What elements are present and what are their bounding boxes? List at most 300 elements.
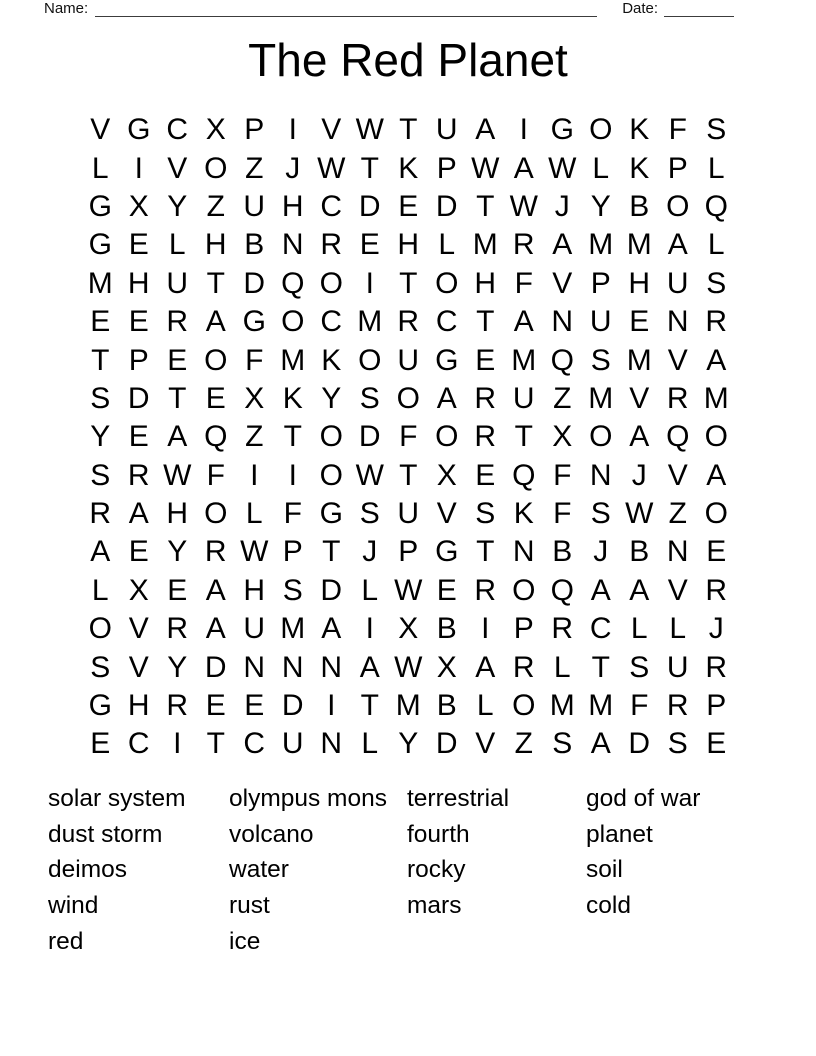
word-list-item: rust (229, 892, 270, 920)
word-list-item: dust storm (48, 820, 163, 848)
grid-letter: X (128, 573, 149, 607)
word-list-item: rocky (407, 856, 466, 884)
grid-letter: R (705, 650, 728, 684)
grid-letter: T (206, 266, 225, 300)
grid-letter: W (394, 573, 423, 607)
grid-letter: E (128, 228, 149, 262)
grid-letter: K (629, 151, 650, 185)
grid-letter: R (666, 689, 689, 723)
grid-letter: N (512, 535, 535, 569)
grid-letter: L (438, 228, 456, 262)
grid-letter: J (708, 612, 724, 646)
grid-letter: H (628, 266, 651, 300)
word-list-item: ice (229, 927, 261, 955)
grid-letter: J (593, 535, 609, 569)
grid-letter: A (359, 650, 380, 684)
grid-letter: D (204, 650, 227, 684)
grid-letter: M (280, 343, 306, 377)
grid-letter: Z (668, 497, 687, 531)
grid-letter: O (88, 612, 112, 646)
grid-letter: E (706, 535, 727, 569)
grid-letter: Q (204, 420, 228, 454)
grid-letter: X (205, 113, 226, 147)
grid-letter: U (166, 266, 189, 300)
grid-letter: O (589, 420, 613, 454)
grid-letter: L (361, 727, 379, 761)
grid-letter: F (630, 689, 649, 723)
grid-letter: M (588, 228, 614, 262)
grid-letter: J (631, 458, 647, 492)
grid-letter: P (436, 151, 457, 185)
word-list-item: olympus mons (229, 785, 387, 812)
grid-letter: T (206, 727, 225, 761)
word-list-item: planet (586, 820, 653, 848)
grid-letter: K (282, 381, 303, 415)
grid-letter: A (667, 228, 688, 262)
grid-letter: S (282, 573, 303, 607)
word-list-column (586, 781, 700, 924)
grid-letter: F (245, 343, 264, 377)
grid-letter: M (395, 689, 421, 723)
grid-letter: K (513, 497, 534, 531)
grid-letter: A (167, 420, 188, 454)
grid-letter: U (666, 266, 689, 300)
grid-letter: E (475, 343, 496, 377)
grid-letter: W (355, 113, 384, 147)
grid-letter: Y (90, 420, 111, 454)
grid-letter: Z (553, 381, 572, 415)
grid-letter: S (90, 650, 111, 684)
grid-letter: F (283, 497, 302, 531)
grid-letter: G (242, 305, 266, 339)
grid-letter: A (475, 113, 496, 147)
grid-letter: E (244, 689, 265, 723)
grid-letter: S (552, 727, 573, 761)
grid-letter: P (590, 266, 611, 300)
grid-letter: I (288, 458, 297, 492)
grid-letter: B (436, 689, 457, 723)
grid-letter: A (90, 535, 111, 569)
grid-letter: W (548, 151, 577, 185)
grid-letter: E (475, 458, 496, 492)
word-list-column (48, 781, 186, 960)
grid-letter: Y (398, 727, 419, 761)
grid-letter: R (89, 497, 112, 531)
grid-letter: T (360, 151, 379, 185)
grid-letter: S (359, 497, 380, 531)
grid-letter: U (243, 612, 266, 646)
grid-letter: V (667, 343, 688, 377)
grid-letter: D (281, 689, 304, 723)
grid-letter: H (166, 497, 189, 531)
grid-letter: K (629, 113, 650, 147)
grid-letter: V (90, 113, 111, 147)
grid-letter: A (205, 305, 226, 339)
grid-letter: D (358, 189, 381, 223)
grid-letter: R (166, 689, 189, 723)
grid-letter: A (475, 650, 496, 684)
grid-letter: L (592, 151, 610, 185)
grid-letter: C (243, 727, 266, 761)
grid-letter: R (474, 573, 497, 607)
grid-letter: C (589, 612, 612, 646)
grid-letter: R (512, 650, 535, 684)
grid-letter: V (167, 151, 188, 185)
grid-letter: A (590, 727, 611, 761)
grid-letter: O (512, 689, 536, 723)
grid-letter: I (519, 113, 528, 147)
grid-letter: R (705, 305, 728, 339)
grid-letter: N (320, 727, 343, 761)
grid-letter: A (321, 612, 342, 646)
grid-letter: G (435, 343, 459, 377)
grid-letter: O (704, 420, 728, 454)
grid-letter: X (436, 650, 457, 684)
grid-letter: E (128, 305, 149, 339)
grid-letter: Q (704, 189, 728, 223)
puzzle-title: The Red Planet (248, 34, 568, 86)
grid-letter: O (319, 266, 343, 300)
grid-letter: V (321, 113, 342, 147)
grid-letter: Y (167, 535, 188, 569)
grid-letter: Y (321, 381, 342, 415)
grid-letter: S (629, 650, 650, 684)
word-list-column (407, 781, 509, 924)
grid-letter: Y (167, 189, 188, 223)
grid-letter: T (399, 266, 418, 300)
grid-letter: X (244, 381, 265, 415)
grid-letter: V (475, 727, 496, 761)
grid-letter: A (205, 612, 226, 646)
grid-letter: Z (514, 727, 533, 761)
grid-letter: O (319, 458, 343, 492)
grid-letter: U (435, 113, 458, 147)
grid-letter: L (91, 573, 109, 607)
grid-letter: N (281, 228, 304, 262)
grid-letter: M (87, 266, 113, 300)
grid-letter: T (168, 381, 187, 415)
grid-letter: O (319, 420, 343, 454)
grid-letter: L (630, 612, 648, 646)
grid-letter: E (205, 689, 226, 723)
grid-letter: P (513, 612, 534, 646)
grid-letter: O (512, 573, 536, 607)
grid-letter: G (435, 535, 459, 569)
header (44, 0, 744, 17)
grid-letter: G (550, 113, 574, 147)
grid-letter: M (357, 305, 383, 339)
grid-letter: Q (550, 573, 574, 607)
grid-letter: S (706, 266, 727, 300)
word-list-item: water (229, 856, 289, 884)
grid-letter: B (244, 228, 265, 262)
word-list-item: fourth (407, 820, 470, 848)
word-list (48, 781, 788, 966)
grid-letter: O (204, 151, 228, 185)
grid-letter: B (436, 612, 457, 646)
grid-letter: G (88, 228, 112, 262)
grid-letter: T (322, 535, 341, 569)
grid-letter: A (706, 343, 727, 377)
grid-letter: W (317, 151, 346, 185)
grid-letter: D (435, 189, 458, 223)
grid-letter: U (666, 650, 689, 684)
grid-letter: T (476, 305, 495, 339)
grid-letter: R (705, 573, 728, 607)
grid-letter: I (288, 113, 297, 147)
grid-letter: O (435, 266, 459, 300)
grid-letter: S (359, 381, 380, 415)
word-list-item: volcano (229, 820, 314, 848)
grid-letter: O (358, 343, 382, 377)
word-list-item: deimos (48, 856, 127, 884)
grid-letter: A (629, 573, 650, 607)
grid-letter: U (397, 497, 420, 531)
grid-letter: F (206, 458, 225, 492)
grid-letter: V (552, 266, 573, 300)
grid-letter: O (204, 497, 228, 531)
grid-letter: X (398, 612, 419, 646)
grid-letter: I (173, 727, 182, 761)
grid-letter: L (669, 612, 687, 646)
grid-letter: R (666, 381, 689, 415)
grid-letter: R (127, 458, 150, 492)
grid-letter: O (435, 420, 459, 454)
grid-letter: N (320, 650, 343, 684)
word-list-item: soil (586, 856, 623, 884)
grid-letter: E (167, 343, 188, 377)
grid-letter: N (666, 305, 689, 339)
grid-letter: G (88, 189, 112, 223)
grid-letter: T (591, 650, 610, 684)
grid-letter: W (355, 458, 384, 492)
grid-letter: X (552, 420, 573, 454)
grid-letter: N (243, 650, 266, 684)
grid-letter: P (128, 343, 149, 377)
grid-letter: J (554, 189, 570, 223)
grid-letter: B (552, 535, 573, 569)
grid-letter: H (127, 266, 150, 300)
grid-letter: J (285, 151, 301, 185)
word-list-item: god of war (586, 785, 701, 812)
grid-letter: M (703, 381, 729, 415)
grid-letter: X (436, 458, 457, 492)
grid-letter: I (365, 612, 374, 646)
grid-letter: T (476, 189, 495, 223)
grid-letter: H (204, 228, 227, 262)
grid-letter: D (628, 727, 651, 761)
grid-letter: A (590, 573, 611, 607)
grid-letter: L (707, 228, 725, 262)
grid-letter: S (706, 113, 727, 147)
grid-letter: Q (281, 266, 305, 300)
grid-letter: I (481, 612, 490, 646)
grid-letter: F (514, 266, 533, 300)
grid-letter: P (667, 151, 688, 185)
grid-letter: E (90, 305, 111, 339)
grid-letter: X (128, 189, 149, 223)
grid-letter: D (127, 381, 150, 415)
grid-letter: T (399, 458, 418, 492)
grid-letter: U (589, 305, 612, 339)
grid-letter: F (399, 420, 418, 454)
grid-letter: J (362, 535, 378, 569)
grid-letter: H (127, 689, 150, 723)
grid-letter: D (320, 573, 343, 607)
grid-letter: N (281, 650, 304, 684)
grid-letter: S (475, 497, 496, 531)
grid-letter: E (128, 420, 149, 454)
grid-letter: C (127, 727, 150, 761)
grid-letter: R (204, 535, 227, 569)
grid-letter: V (667, 458, 688, 492)
grid-letter: V (667, 573, 688, 607)
grid-letter: G (319, 497, 343, 531)
grid-letter: M (511, 343, 537, 377)
grid-letter: W (625, 497, 654, 531)
grid-letter: Z (206, 189, 225, 223)
grid-letter: L (361, 573, 379, 607)
name-label: Name: (44, 0, 89, 17)
grid-letter: P (244, 113, 265, 147)
grid-letter: A (552, 228, 573, 262)
grid-letter: G (88, 689, 112, 723)
grid-letter: U (512, 381, 535, 415)
grid-letter: R (166, 612, 189, 646)
grid-letter: L (168, 228, 186, 262)
grid-letter: U (397, 343, 420, 377)
grid-letter: L (553, 650, 571, 684)
grid-letter: C (320, 305, 343, 339)
grid-letter: W (240, 535, 269, 569)
grid-letter: R (512, 228, 535, 262)
grid-letter: Y (167, 650, 188, 684)
grid-letter: F (553, 458, 572, 492)
grid-letter: T (283, 420, 302, 454)
grid-letter: P (282, 535, 303, 569)
grid-letter: E (629, 305, 650, 339)
grid-letter: A (629, 420, 650, 454)
grid-letter: E (436, 573, 457, 607)
grid-letter: H (281, 189, 304, 223)
grid-letter: E (167, 573, 188, 607)
grid-letter: A (205, 573, 226, 607)
grid-letter: I (365, 266, 374, 300)
grid-letter: R (320, 228, 343, 262)
grid-letter: L (245, 497, 263, 531)
grid-letter: D (435, 727, 458, 761)
grid-letter: A (128, 497, 149, 531)
grid-letter: M (472, 228, 498, 262)
grid-letter: E (128, 535, 149, 569)
word-list-item: terrestrial (407, 785, 510, 812)
grid-letter: P (706, 689, 727, 723)
grid-letter: E (706, 727, 727, 761)
grid-letter: T (399, 113, 418, 147)
grid-letter: I (134, 151, 143, 185)
grid-letter: W (394, 650, 423, 684)
grid-letter: E (398, 189, 419, 223)
date-fill-line (664, 2, 734, 17)
grid-letter: A (436, 381, 457, 415)
grid-letter: H (243, 573, 266, 607)
grid-letter: R (166, 305, 189, 339)
grid-letter: R (474, 420, 497, 454)
grid-letter: H (397, 228, 420, 262)
grid-letter: W (471, 151, 500, 185)
grid-letter: I (250, 458, 259, 492)
grid-letter: V (128, 612, 149, 646)
grid-letter: A (706, 458, 727, 492)
grid-letter: S (667, 727, 688, 761)
grid-letter: O (281, 305, 305, 339)
grid-letter: C (435, 305, 458, 339)
grid-letter: O (666, 189, 690, 223)
grid-letter: I (327, 689, 336, 723)
grid-letter: W (163, 458, 192, 492)
grid-letter: T (360, 689, 379, 723)
grid-letter: P (398, 535, 419, 569)
grid-letter: L (91, 151, 109, 185)
word-list-column (229, 781, 387, 960)
grid-letter: W (509, 189, 538, 223)
grid-letter: R (397, 305, 420, 339)
grid-letter: Z (245, 420, 264, 454)
word-list-item: solar system (48, 785, 186, 812)
grid-letter: F (668, 113, 687, 147)
grid-letter: D (243, 266, 266, 300)
grid-letter: N (551, 305, 574, 339)
grid-letter: G (127, 113, 151, 147)
grid-letter: Z (245, 151, 264, 185)
grid-letter: V (629, 381, 650, 415)
grid-letter: S (90, 458, 111, 492)
grid-letter: V (128, 650, 149, 684)
grid-letter: B (629, 189, 650, 223)
grid-letter: Q (666, 420, 690, 454)
grid-letter: N (589, 458, 612, 492)
grid-letter: O (589, 113, 613, 147)
grid-letter: A (513, 151, 534, 185)
grid-letter: C (166, 113, 189, 147)
grid-letter: N (666, 535, 689, 569)
grid-letter: S (590, 497, 611, 531)
grid-letter: Y (590, 189, 611, 223)
grid-letter: M (588, 381, 614, 415)
grid-letter: O (396, 381, 420, 415)
grid-letter: T (476, 535, 495, 569)
grid-letter: S (90, 381, 111, 415)
grid-letter: M (549, 689, 575, 723)
grid-letter: E (205, 381, 226, 415)
grid-letter: M (588, 689, 614, 723)
word-search-grid (81, 111, 736, 764)
grid-letter: O (704, 497, 728, 531)
grid-letter: Q (550, 343, 574, 377)
grid-letter: O (204, 343, 228, 377)
grid-letter: E (90, 727, 111, 761)
name-fill-line (95, 2, 597, 17)
date-label: Date: (622, 0, 659, 17)
grid-letter: M (626, 343, 652, 377)
grid-letter: M (626, 228, 652, 262)
grid-letter: T (514, 420, 533, 454)
grid-letter: Q (512, 458, 536, 492)
word-list-item: mars (407, 892, 462, 920)
grid-letter: R (474, 381, 497, 415)
grid-letter: S (590, 343, 611, 377)
grid-letter: B (629, 535, 650, 569)
